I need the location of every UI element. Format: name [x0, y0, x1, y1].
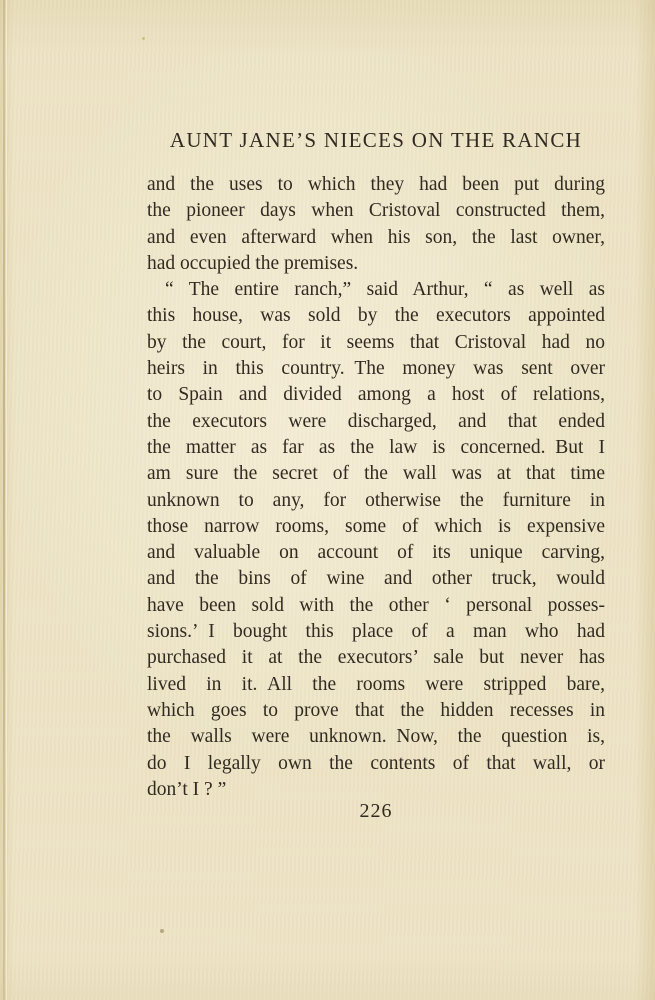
text-line: and the bins of wine and other truck, would: [147, 568, 605, 590]
text-line: “ The entire ranch,” said Arthur, “ as well as: [165, 279, 605, 301]
text-line: and the uses to which they had been put during: [147, 174, 605, 195]
text-line: and even afterward when his son, the last owner,: [147, 226, 605, 248]
text-line: the matter as far as the law is concerned. But I: [147, 436, 605, 458]
text-line: had occupied the premises.: [147, 252, 359, 274]
text-line: do I legally own the contents of that wall, or: [147, 752, 605, 774]
text-line: purchased it at the executors’ sale but never has: [147, 647, 605, 669]
text-line: sions.’ I bought this place of a man who had: [147, 621, 605, 643]
paragraph: [147, 277, 605, 803]
text-line: by the court, for it seems that Cristoval had no: [147, 331, 605, 353]
text-line: lived in it. All the rooms were stripped bare,: [147, 673, 605, 695]
text-line: heirs in this country. The money was sent over: [147, 358, 605, 380]
running-header: AUNT JANE’S NIECES ON THE RANCH: [169, 128, 583, 152]
text-line: the executors were discharged, and that ended: [147, 410, 605, 432]
text-line: am sure the secret of the wall was at that time: [147, 463, 605, 485]
text-line: have been sold with the other ‘ personal posses-: [147, 594, 605, 616]
text-line: this house, was sold by the executors appointed: [147, 305, 605, 327]
text-line: which goes to prove that the hidden recesses in: [147, 699, 605, 721]
text-line: and valuable on account of its unique carving,: [147, 542, 605, 564]
paper-speck: [160, 929, 164, 933]
body-text: [147, 172, 605, 803]
text-line: unknown to any, for otherwise the furniture in: [147, 489, 605, 511]
scan-edge-crease: [3, 0, 5, 1000]
page-number: 226: [359, 800, 393, 822]
text-line: the pioneer days when Cristoval constructed them,: [147, 200, 605, 222]
paragraph: [147, 172, 605, 277]
text-line: those narrow rooms, some of which is expensive: [147, 515, 605, 537]
text-line: don’t I ? ”: [147, 778, 227, 800]
paper-speck: [142, 37, 145, 40]
scan-edge-highlight: [6, 0, 7, 1000]
text-line: the walls were unknown. Now, the question is,: [147, 726, 605, 748]
text-line: to Spain and divided among a host of relations,: [147, 384, 605, 406]
